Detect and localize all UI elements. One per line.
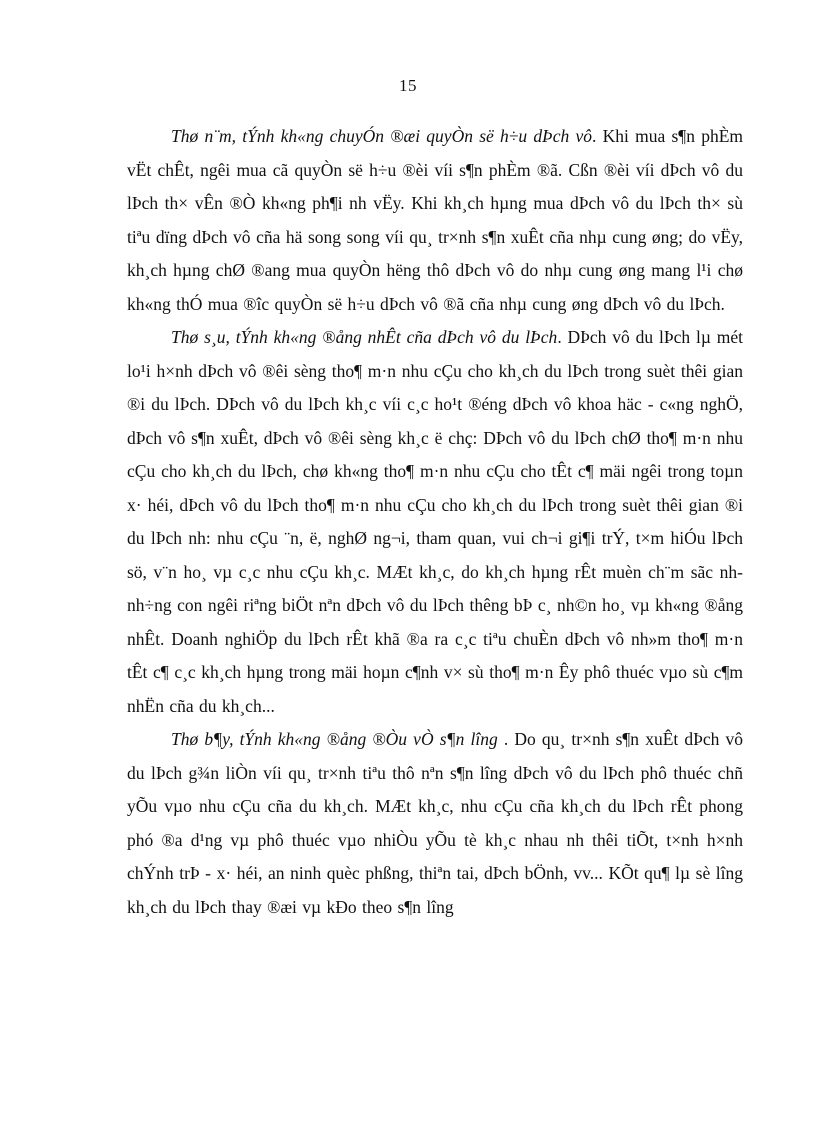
paragraph-thu-bay (127, 723, 743, 924)
body-text (127, 120, 743, 924)
page-number: 15 (399, 76, 417, 95)
paragraph-body: . Khi mua s¶n phÈm vËt chÊt, ngêi mua cã quyÒn së h÷u ®èi víi s¶n phÈm ®ã. Cßn ®èi víi dÞch vô du lÞch th× vÊn ®Ò kh«ng ph¶i nh vËy. Khi kh¸ch hµng mua dÞch vô du lÞch th× sù tiªu dïng dÞch vô cña hä song song víi qu¸ tr×nh s¶n xuÊt cña nhµ cung øng; do vËy, kh¸ch hµng chØ ®ang mua quyÒn hëng thô dÞch vô do nhµ cung øng mang l¹i chø kh«ng thÓ mua ®îc quyÒn së h÷u dÞch vô ®ã cña nhµ cung øng dÞch vô du lÞch. (127, 126, 744, 314)
paragraph-body: . DÞch vô du lÞch lµ mét lo¹i h×nh dÞch vô ®êi sèng tho¶ m·n nhu cÇu cho kh¸ch du lÞch trong suèt thêi gian ®i du lÞch. DÞch vô du lÞch kh¸c víi c¸c ho¹t ®éng dÞch vô khoa häc - c«ng nghÖ, dÞch vô s¶n xuÊt, dÞch vô ®êi sèng kh¸c ë chç: DÞch vô du lÞch chØ tho¶ m·n nhu cÇu cho kh¸ch du lÞch, chø kh«ng tho¶ m·n nhu cÇu cho tÊt c¶ mäi ngêi trong toµn x· héi, dÞch vô du lÞch tho¶ m·n nhu cÇu cho kh¸ch du lÞch trong suèt thêi gian ®i du lÞch nh: nhu cÇu ¨n, ë, nghØ ng¬i, tham quan, vui ch¬i gi¶i trÝ, t×m hiÓu lÞch sö, v¨n ho¸ vµ c¸c nhu cÇu kh¸c. MÆt kh¸c, do kh¸ch hµng rÊt muèn ch¨m sãc nh nh÷ng con ngêi riªng biÖt nªn dÞch vô du lÞch thêng bÞ c¸ nh©n ho¸ vµ kh«ng ®ång nhÊt. Doanh nghiÖp du lÞch rÊt khã ®a ra c¸c tiªu chuÈn dÞch vô nh»m tho¶ m·n tÊt c¶ c¸c kh¸ch hµng trong mäi hoµn c¶nh v× sù tho¶ m·n Êy phô thuéc vµo sù c¶m nhËn cña du kh¸ch... (127, 327, 743, 716)
paragraph-lead-italic: Thø n¨m, tÝnh kh«ng chuyÓn ®æi quyÒn së h÷u dÞch vô (171, 126, 593, 146)
paragraph-thu-nam (127, 120, 743, 321)
paragraph-lead-italic: Thø b¶y, tÝnh kh«ng ®ång ®Òu vÒ s¶n lîng (171, 729, 498, 749)
paragraph-body: . Do qu¸ tr×nh s¶n xuÊt dÞch vô du lÞch g¾n liÒn víi qu¸ tr×nh tiªu thô nªn s¶n lîng dÞch vô du lÞch phô thuéc chñ yÕu vµo nhu cÇu cña du kh¸ch. MÆt kh¸c, nhu cÇu cña kh¸ch du lÞch rÊt phong phó ®a d¹ng vµ phô thuéc vµo nhiÒu yÕu tè kh¸c nhau nh thêi tiÕt, t×nh h×nh chÝnh trÞ - x· héi, an ninh quèc phßng, thiªn tai, dÞch bÖnh, vv... KÕt qu¶ lµ sè lîng kh¸ch du lÞch thay ®æi vµ kÐo theo s¶n lîng (127, 729, 743, 917)
paragraph-lead-italic: Thø s¸u, tÝnh kh«ng ®ång nhÊt cña dÞch vô du lÞch (171, 327, 558, 347)
paragraph-thu-sau (127, 321, 743, 723)
